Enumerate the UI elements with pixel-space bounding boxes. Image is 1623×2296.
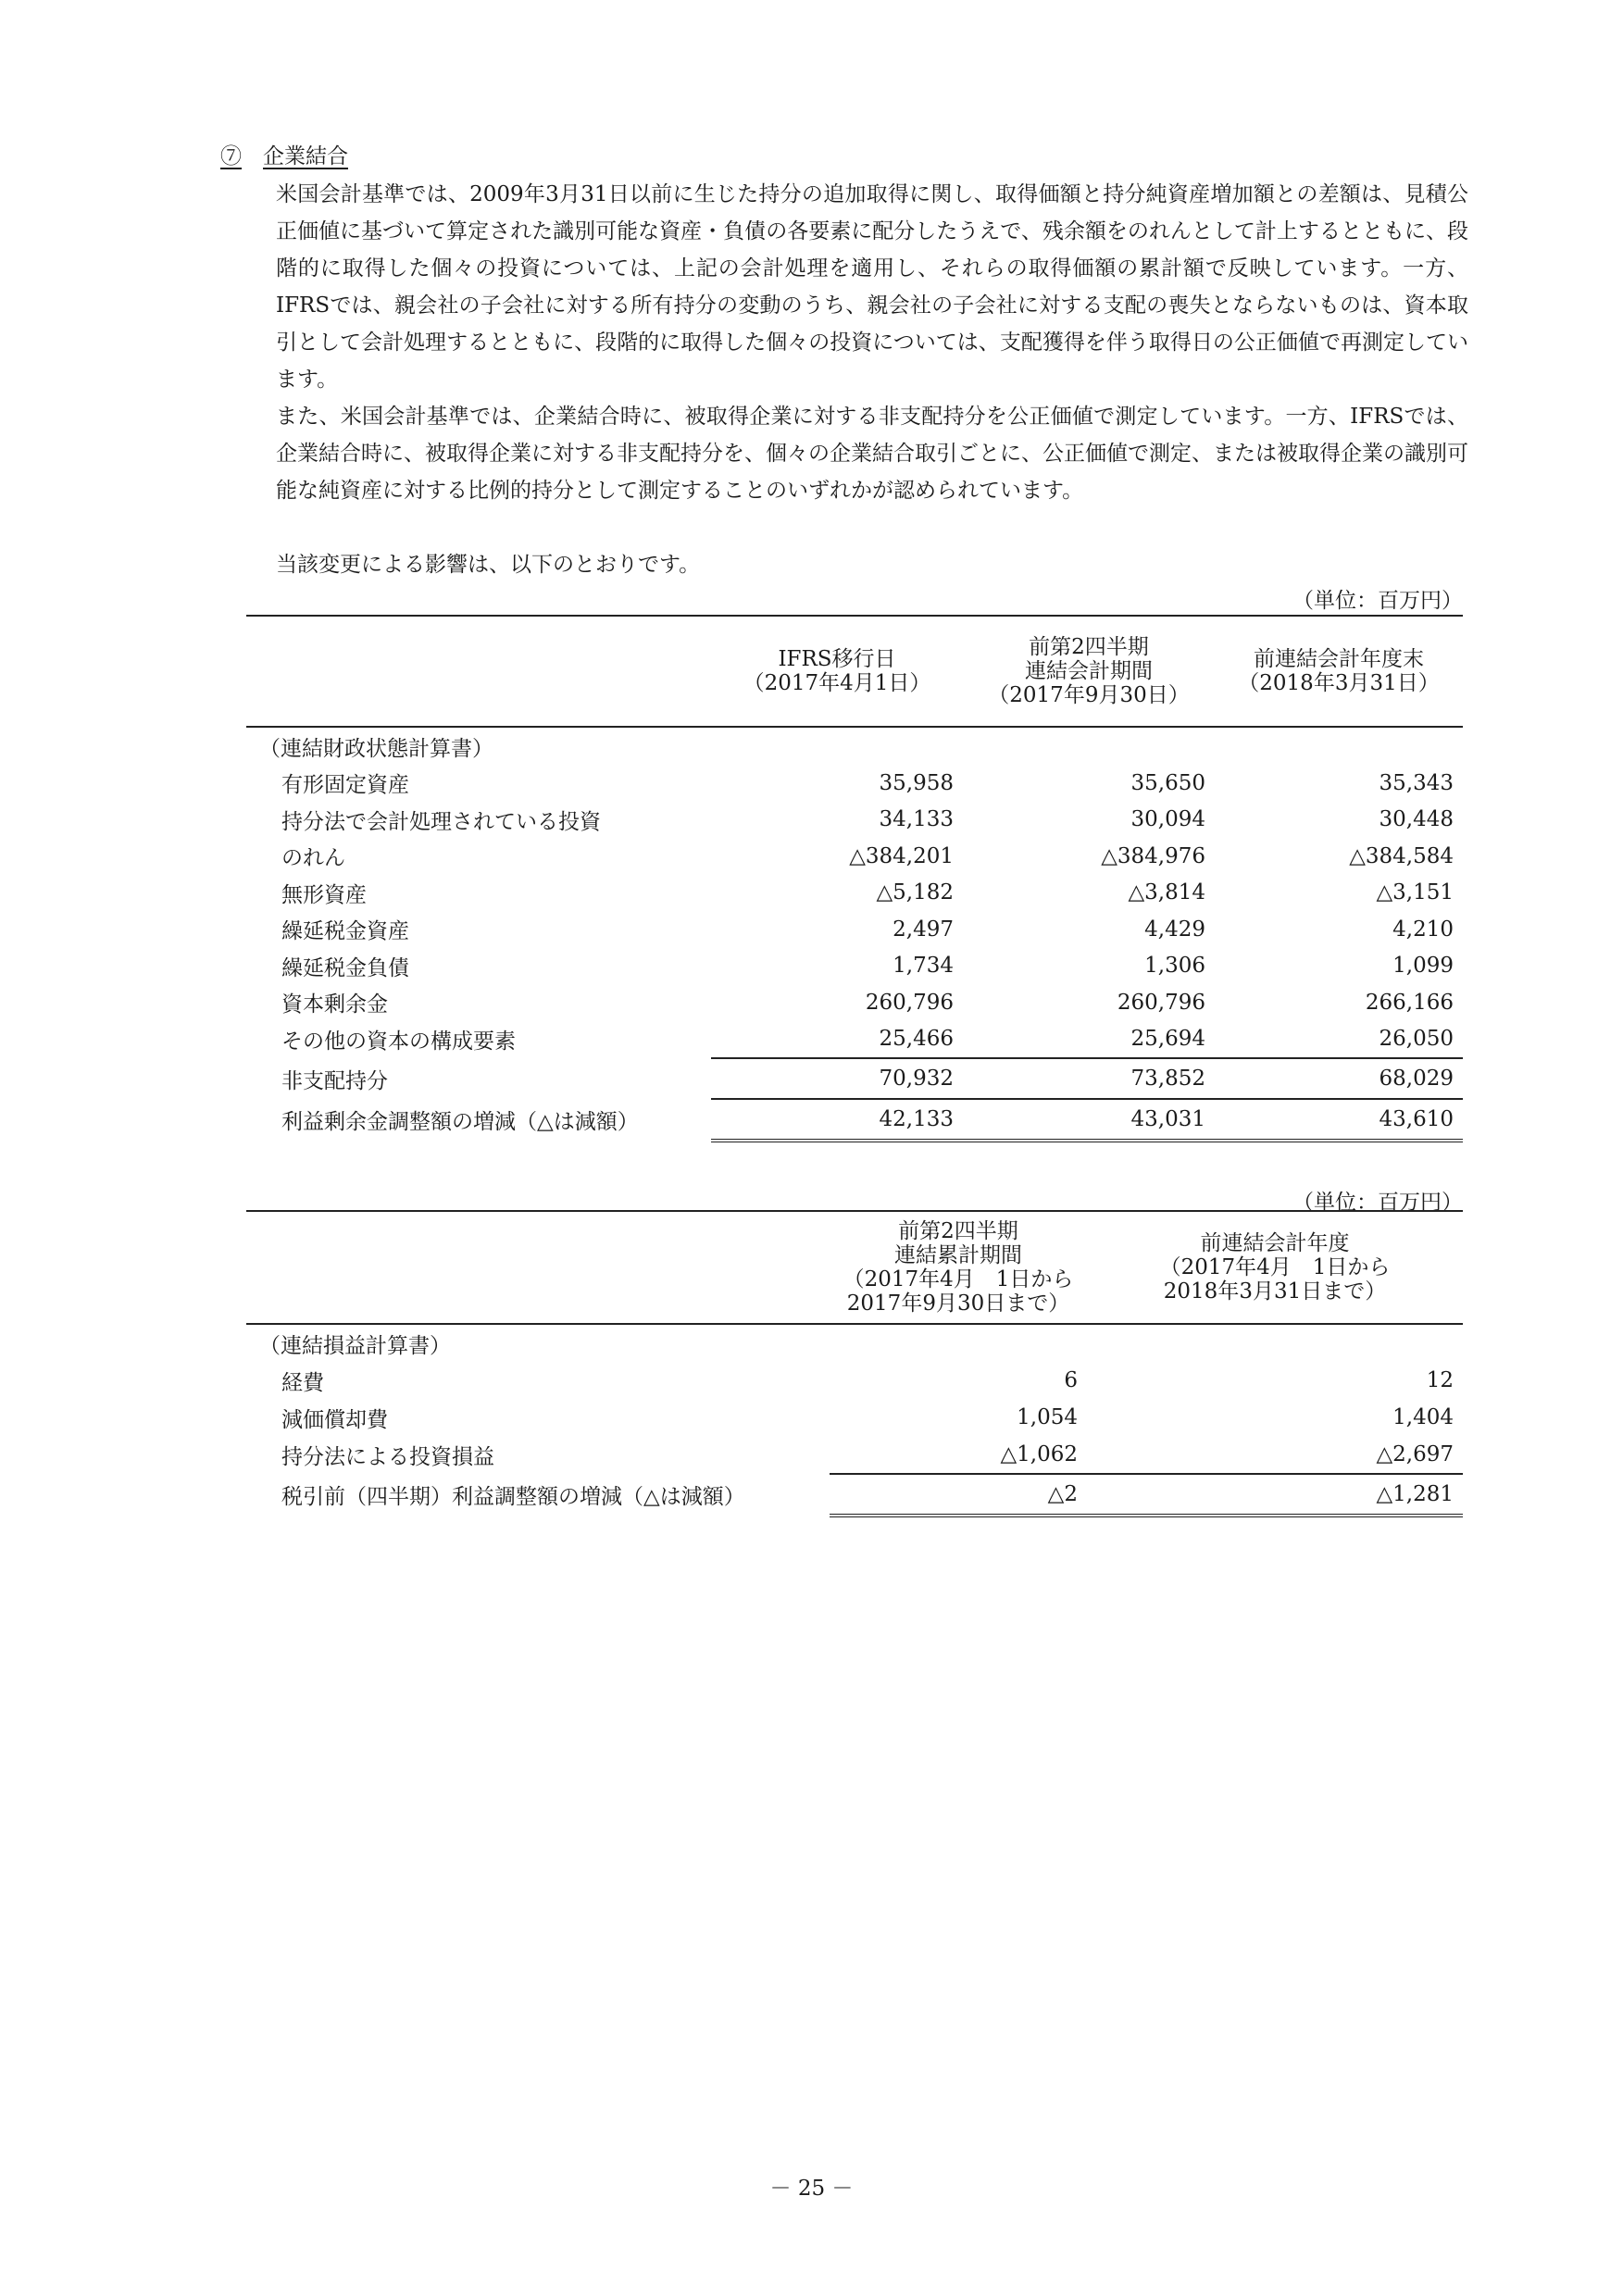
section-title: 企業結合 [263,144,348,168]
cell-value: △1,281 [1087,1474,1463,1516]
table-row [246,1436,1463,1474]
table-row [246,1058,1463,1099]
row-label: 持分法による投資損益 [281,1445,494,1469]
table-row [246,948,1463,985]
paragraph-2-text: また、米国会計基準では、企業結合時に、被取得企業に対する非支配持分を公正価値で測定しています。一方、IFRSでは、企業結合時に、被取得企業に対する非支配持分を、個々の企業結合取引ごとに、公正価値で測定、または被取得企業の識別可能な純資産に対する比例的持分として測定することのいずれかが認められています。 [276,405,1468,503]
table2-section-row [246,1324,1463,1362]
table-row [246,1362,1463,1399]
table-row [246,838,1463,875]
paragraph-3 [248,546,1468,583]
cell-value: 6 [1064,1368,1078,1392]
cell-value: 25,694 [963,1021,1215,1059]
cell-value: 26,050 [1215,1021,1463,1059]
cell-value: 266,166 [1365,990,1454,1015]
row-label: 税引前（四半期）利益調整額の増減（△は減額） [281,1485,745,1509]
table1-header-col1: IFRS移行日 （2017年4月1日） [711,616,963,727]
table1-section-row [246,727,1463,765]
table2-header-col2: 前連結会計年度 （2017年4月 1日から 2018年3月31日まで） [1087,1211,1463,1324]
cell-value: △1,062 [830,1436,1087,1474]
row-label: 資本剰余金 [281,992,388,1017]
section-heading [220,139,348,169]
cell-value: 70,932 [711,1058,963,1099]
table1-header-col3: 前連結会計年度末 （2018年3月31日） [1215,616,1463,727]
cell-value: 43,610 [1215,1099,1463,1141]
cell-value: 1,099 [1392,954,1454,979]
row-label: 経費 [281,1370,324,1395]
cell-value: 4,210 [1392,917,1454,942]
table-row [246,984,1463,1021]
cell-value: △3,151 [1376,880,1454,905]
table-row [246,1399,1463,1436]
table1-header-row [246,616,1463,727]
cell-value: 42,133 [711,1099,963,1141]
cell-value: 1,306 [1144,954,1205,979]
row-label: 非支配持分 [281,1068,388,1093]
table1-unit-label: （単位：百万円） [1292,589,1463,613]
row-label: 利益剰余金調整額の増減（△は減額） [281,1110,639,1134]
financial-position-table [246,615,1463,1142]
table2-header-row [246,1211,1463,1324]
section-number: ⑦ [220,144,242,168]
cell-value: 1,054 [1017,1405,1078,1429]
row-label: のれん [281,846,345,871]
table1-section-label: （連結財政状態計算書） [259,736,493,761]
cell-value: 34,133 [879,807,954,832]
cell-value: 35,650 [1130,770,1205,795]
table2-section-label: （連結損益計算書） [259,1333,451,1358]
cell-value: 12 [1426,1368,1454,1392]
profit-loss-table [246,1210,1463,1517]
cell-value: 30,448 [1379,807,1454,832]
cell-value: △384,976 [1101,843,1205,868]
row-label: 減価償却費 [281,1407,388,1432]
cell-value: 43,031 [963,1099,1215,1141]
cell-value: 35,343 [1379,770,1454,795]
table-row [246,765,1463,802]
cell-value: 35,958 [879,770,954,795]
cell-value: 73,852 [963,1058,1215,1099]
cell-value: 2,497 [893,917,954,942]
paragraph-1 [248,176,1468,398]
table1-header-col2: 前第2四半期 連結会計期間 （2017年9月30日） [963,616,1215,727]
cell-value: 1,734 [893,954,954,979]
row-label: その他の資本の構成要素 [281,1029,516,1054]
table-total-row [246,1474,1463,1516]
cell-value: 68,029 [1215,1058,1463,1099]
row-label: 繰延税金負債 [281,955,409,980]
cell-value: 25,466 [711,1021,963,1059]
cell-value: 30,094 [1130,807,1205,832]
table2-header-col1: 前第2四半期 連結累計期間 （2017年4月 1日から 2017年9月30日まで） [830,1211,1087,1324]
row-label: 繰延税金資産 [281,919,409,944]
cell-value: △384,201 [849,843,954,868]
row-label: 持分法で会計処理されている投資 [281,809,601,834]
cell-value: △2,697 [1087,1436,1463,1474]
cell-value: △5,182 [876,880,954,905]
paragraph-2 [248,398,1468,509]
table-total-row [246,1099,1463,1141]
table-row [246,911,1463,948]
page-number: － 25 － [769,2177,854,2201]
cell-value: △384,584 [1349,843,1454,868]
table-row [246,875,1463,912]
table2-unit-label: （単位：百万円） [1292,1191,1463,1215]
paragraph-3-text: 当該変更による影響は、以下のとおりです。 [276,553,701,577]
paragraph-1-text: 米国会計基準では、2009年3月31日以前に生じた持分の追加取得に関し、取得価額と持分純資産増加額との差額は、見積公正価値に基づいて算定された識別可能な資産・負債の各要素に配分したうえで、残余額をのれんとして計上するとともに、段階的に取得した個々の投資については、上記の会計処理を適用し、それらの取得価額の累計額で反映しています。一方、IFRSでは、親会社の子会社に対する所有持分の変動のうち、親会社の子会社に対する支配の喪失とならないものは、資本取引として会計処理するとともに、段階的に取得した個々の投資については、支配獲得を伴う取得日の公正価値で再測定しています。 [276,182,1468,392]
cell-value: △3,814 [1128,880,1205,905]
row-label: 有形固定資産 [281,773,409,798]
table2-header-blank [246,1211,830,1324]
cell-value: 4,429 [1144,917,1205,942]
cell-value: 260,796 [865,990,954,1015]
table-row [246,802,1463,839]
table1-header-blank [246,616,711,727]
cell-value: △2 [830,1474,1087,1516]
cell-value: 1,404 [1392,1405,1454,1429]
cell-value: 260,796 [1117,990,1205,1015]
table-row [246,1021,1463,1059]
row-label: 無形資産 [281,882,367,907]
